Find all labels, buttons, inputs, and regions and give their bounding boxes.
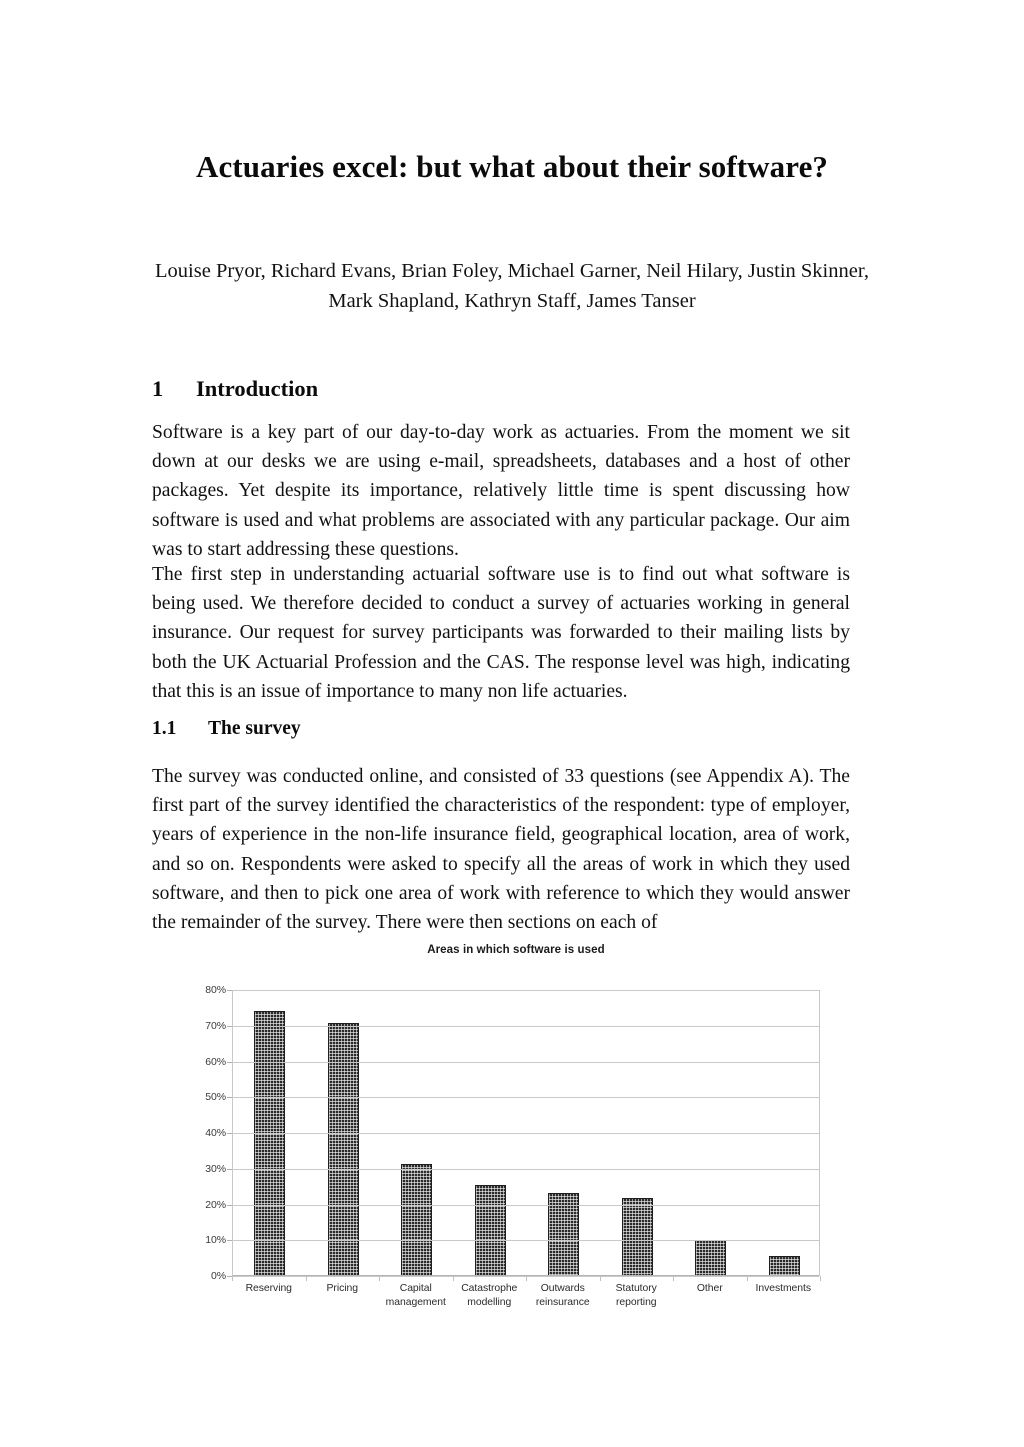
chart-x-tick-mark (820, 1276, 821, 1281)
chart-x-tick-label (453, 1282, 527, 1309)
chart-x-label-line: Catastrophe (461, 1283, 518, 1294)
paragraph-intro-1: Software is a key part of our day-to-day work as actuaries. From the moment we sit down at our desks we are using e-mail, spreadsheets, databases and a host of other packages. Yet despite its importance, relatively little time is spent discussing how software is used and what problems are associated with any particular package. Our aim was to start addressing these questions. (152, 422, 850, 560)
chart-y-tick-mark (227, 1133, 232, 1134)
chart-y-tick-mark (227, 1026, 232, 1027)
chart-gridline (233, 1026, 819, 1027)
chart-y-tick-mark (227, 1205, 232, 1206)
chart-bar (695, 1240, 726, 1276)
chart-x-tick-label (232, 1282, 306, 1296)
chart-x-tick-mark (379, 1276, 380, 1281)
chart-bar (475, 1185, 506, 1276)
chart-x-label-line: Pricing (326, 1283, 358, 1294)
chart-y-tick-mark (227, 1062, 232, 1063)
chart-x-label-line: Reserving (245, 1283, 292, 1294)
chart-y-tick-mark (227, 990, 232, 991)
chart-gridline (233, 1240, 819, 1241)
section-title-1-1: The survey (208, 718, 301, 739)
chart-x-label-line: Outwards (540, 1283, 585, 1294)
chart-x-tick-label (747, 1282, 821, 1296)
author-list: Louise Pryor, Richard Evans, Brian Foley, Michael Garner, Neil Hilary, Justin Skinner, Mark Shapland, Kathryn Staff, James Tanser (155, 260, 869, 313)
chart-gridline (233, 990, 819, 991)
chart-y-tick-mark (227, 1240, 232, 1241)
chart-x-tick-mark (306, 1276, 307, 1281)
chart-y-tick-label: 40% (205, 1127, 226, 1139)
chart-x-tick-label (600, 1282, 674, 1309)
chart-x-tick-mark (453, 1276, 454, 1281)
chart-gridline (233, 1062, 819, 1063)
chart-y-tick-label: 50% (205, 1091, 226, 1104)
chart-bar (401, 1164, 432, 1276)
chart-x-tick-mark (747, 1276, 748, 1281)
chart-x-label-line: Capital (399, 1283, 432, 1294)
section-title-1: Introduction (196, 376, 319, 401)
chart-y-tick-label: 70% (205, 1019, 226, 1032)
paragraph-intro-2: The first step in understanding actuarial software use is to find out what software is being used. We therefore decided to conduct a survey of actuaries working in general insurance. Our request for survey participants was forwarded to their mailing lists by both the UK Actuarial Profession and the CAS. The response level was high, indicating that this is an issue of importance to many non life actuaries. (152, 564, 850, 702)
chart-x-label-line: Other (696, 1283, 723, 1294)
chart-x-label-line: reinsurance (535, 1296, 590, 1308)
chart-plot-area (232, 990, 820, 1276)
chart-bar (622, 1198, 653, 1276)
page-title: Actuaries excel: but what about their software? (195, 149, 829, 184)
chart-gridline (233, 1133, 819, 1134)
section-number-1-1: 1.1 (152, 718, 177, 739)
chart-gridline (233, 1205, 819, 1206)
chart-x-label-line: modelling (467, 1296, 512, 1308)
chart-y-tick-label: 10% (205, 1234, 226, 1247)
chart-x-tick-mark (232, 1276, 233, 1281)
chart-x-label-line: Statutory (615, 1283, 657, 1294)
chart-x-label-line: reporting (615, 1296, 657, 1308)
chart-y-tick-mark (227, 1169, 232, 1170)
chart-x-label-line: management (385, 1296, 446, 1308)
section-heading-1-1 (152, 718, 301, 740)
paragraph-survey-1: The survey was conducted online, and consisted of 33 questions (see Appendix A). The first part of the survey identified the characteristics of the respondent: type of employer, years of experience in the non-life insurance field, geographical location, area of work, and so on. Respondents were asked to specify all the areas of work in which they used software, and then to pick one area of work with reference to which they would answer the remainder of the survey. There were then sections on each of (152, 766, 850, 934)
chart-x-tick-label (306, 1282, 380, 1296)
chart-y-tick-label: 80% (205, 984, 226, 996)
chart-x-tick-label (379, 1282, 453, 1309)
chart-x-label-line: Investments (755, 1283, 811, 1294)
chart-y-tick-label: 20% (205, 1198, 226, 1211)
section-number-1: 1 (152, 376, 164, 401)
bar-chart-areas-software-used (196, 940, 836, 1330)
chart-bar (254, 1011, 285, 1276)
chart-y-tick-label: 60% (205, 1055, 226, 1068)
chart-gridline (233, 1097, 819, 1098)
chart-bar (769, 1256, 800, 1276)
chart-x-tick-mark (673, 1276, 674, 1281)
chart-x-tick-mark (600, 1276, 601, 1281)
chart-gridline (233, 1169, 819, 1170)
chart-x-tick-label (673, 1282, 747, 1296)
chart-y-tick-label: 30% (205, 1162, 226, 1175)
section-heading-1 (152, 376, 318, 402)
chart-y-tick-mark (227, 1097, 232, 1098)
chart-title: Areas in which software is used (427, 944, 605, 956)
chart-y-tick-label: 0% (211, 1270, 226, 1282)
chart-bar (548, 1193, 579, 1276)
chart-x-tick-label (526, 1282, 600, 1309)
chart-x-tick-mark (526, 1276, 527, 1281)
